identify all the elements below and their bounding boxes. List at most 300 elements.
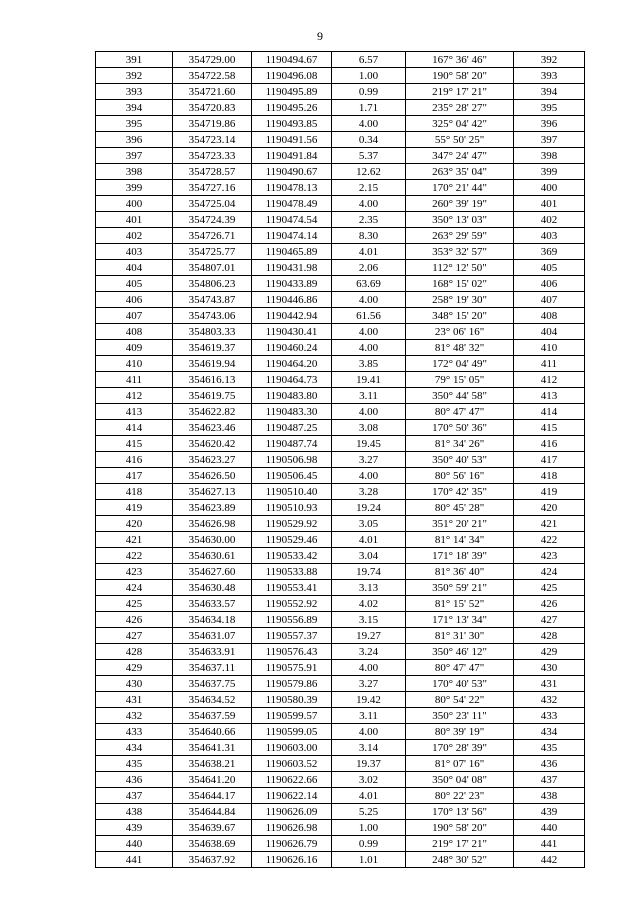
y-coordinate-cell: 1190495.26 [252, 100, 332, 116]
direction-angle-cell: 172° 04' 49" [406, 356, 514, 372]
distance-cell: 4.01 [332, 244, 406, 260]
table-row [96, 132, 585, 148]
next-point-number-cell: 402 [514, 212, 585, 228]
next-point-number-cell: 411 [514, 356, 585, 372]
direction-angle-cell: 190° 58' 20" [406, 68, 514, 84]
direction-angle-cell: 258° 19' 30" [406, 292, 514, 308]
table-row [96, 548, 585, 564]
next-point-number-cell: 405 [514, 260, 585, 276]
x-coordinate-cell: 354638.69 [173, 836, 252, 852]
point-number-cell: 393 [96, 84, 173, 100]
distance-cell: 1.01 [332, 852, 406, 868]
point-number-cell: 414 [96, 420, 173, 436]
table-row [96, 788, 585, 804]
next-point-number-cell: 369 [514, 244, 585, 260]
y-coordinate-cell: 1190464.73 [252, 372, 332, 388]
x-coordinate-cell: 354743.06 [173, 308, 252, 324]
x-coordinate-cell: 354634.18 [173, 612, 252, 628]
distance-cell: 61.56 [332, 308, 406, 324]
table-row [96, 52, 585, 68]
x-coordinate-cell: 354634.52 [173, 692, 252, 708]
direction-angle-cell: 80° 45' 28" [406, 500, 514, 516]
table-row [96, 820, 585, 836]
y-coordinate-cell: 1190460.24 [252, 340, 332, 356]
table-row [96, 516, 585, 532]
x-coordinate-cell: 354631.07 [173, 628, 252, 644]
point-number-cell: 406 [96, 292, 173, 308]
y-coordinate-cell: 1190496.08 [252, 68, 332, 84]
x-coordinate-cell: 354638.21 [173, 756, 252, 772]
direction-angle-cell: 168° 15' 02" [406, 276, 514, 292]
distance-cell: 8.30 [332, 228, 406, 244]
point-number-cell: 396 [96, 132, 173, 148]
distance-cell: 3.11 [332, 388, 406, 404]
y-coordinate-cell: 1190483.30 [252, 404, 332, 420]
x-coordinate-cell: 354637.75 [173, 676, 252, 692]
direction-angle-cell: 170° 21' 44" [406, 180, 514, 196]
point-number-cell: 428 [96, 644, 173, 660]
distance-cell: 19.27 [332, 628, 406, 644]
point-number-cell: 392 [96, 68, 173, 84]
next-point-number-cell: 422 [514, 532, 585, 548]
x-coordinate-cell: 354637.59 [173, 708, 252, 724]
next-point-number-cell: 427 [514, 612, 585, 628]
table-row [96, 756, 585, 772]
x-coordinate-cell: 354723.14 [173, 132, 252, 148]
y-coordinate-cell: 1190490.67 [252, 164, 332, 180]
point-number-cell: 416 [96, 452, 173, 468]
next-point-number-cell: 434 [514, 724, 585, 740]
point-number-cell: 426 [96, 612, 173, 628]
table-row [96, 228, 585, 244]
point-number-cell: 432 [96, 708, 173, 724]
y-coordinate-cell: 1190533.88 [252, 564, 332, 580]
table-row [96, 740, 585, 756]
point-number-cell: 424 [96, 580, 173, 596]
distance-cell: 19.42 [332, 692, 406, 708]
table-row [96, 420, 585, 436]
table-row [96, 244, 585, 260]
y-coordinate-cell: 1190478.49 [252, 196, 332, 212]
table-row [96, 404, 585, 420]
point-number-cell: 407 [96, 308, 173, 324]
distance-cell: 3.15 [332, 612, 406, 628]
point-number-cell: 420 [96, 516, 173, 532]
next-point-number-cell: 442 [514, 852, 585, 868]
y-coordinate-cell: 1190483.80 [252, 388, 332, 404]
x-coordinate-cell: 354721.60 [173, 84, 252, 100]
next-point-number-cell: 404 [514, 324, 585, 340]
point-number-cell: 409 [96, 340, 173, 356]
x-coordinate-cell: 354619.75 [173, 388, 252, 404]
table-row [96, 356, 585, 372]
next-point-number-cell: 396 [514, 116, 585, 132]
table-row [96, 564, 585, 580]
table-row [96, 804, 585, 820]
table-row [96, 84, 585, 100]
distance-cell: 5.25 [332, 804, 406, 820]
next-point-number-cell: 441 [514, 836, 585, 852]
direction-angle-cell: 325° 04' 42" [406, 116, 514, 132]
y-coordinate-cell: 1190465.89 [252, 244, 332, 260]
point-number-cell: 391 [96, 52, 173, 68]
point-number-cell: 405 [96, 276, 173, 292]
point-number-cell: 404 [96, 260, 173, 276]
table-row [96, 260, 585, 276]
y-coordinate-cell: 1190431.98 [252, 260, 332, 276]
y-coordinate-cell: 1190506.45 [252, 468, 332, 484]
table-row [96, 324, 585, 340]
point-number-cell: 437 [96, 788, 173, 804]
distance-cell: 3.05 [332, 516, 406, 532]
direction-angle-cell: 81° 15' 52" [406, 596, 514, 612]
direction-angle-cell: 81° 36' 40" [406, 564, 514, 580]
x-coordinate-cell: 354807.01 [173, 260, 252, 276]
next-point-number-cell: 401 [514, 196, 585, 212]
direction-angle-cell: 23° 06' 16" [406, 324, 514, 340]
direction-angle-cell: 260° 39' 19" [406, 196, 514, 212]
x-coordinate-cell: 354633.57 [173, 596, 252, 612]
y-coordinate-cell: 1190506.98 [252, 452, 332, 468]
table-row [96, 484, 585, 500]
direction-angle-cell: 350° 46' 12" [406, 644, 514, 660]
x-coordinate-cell: 354644.17 [173, 788, 252, 804]
direction-angle-cell: 55° 50' 25" [406, 132, 514, 148]
next-point-number-cell: 419 [514, 484, 585, 500]
x-coordinate-cell: 354623.27 [173, 452, 252, 468]
next-point-number-cell: 406 [514, 276, 585, 292]
x-coordinate-cell: 354743.87 [173, 292, 252, 308]
y-coordinate-cell: 1190557.37 [252, 628, 332, 644]
x-coordinate-cell: 354722.58 [173, 68, 252, 84]
table-row [96, 708, 585, 724]
x-coordinate-cell: 354616.13 [173, 372, 252, 388]
direction-angle-cell: 80° 22' 23" [406, 788, 514, 804]
direction-angle-cell: 81° 07' 16" [406, 756, 514, 772]
x-coordinate-cell: 354641.31 [173, 740, 252, 756]
x-coordinate-cell: 354627.60 [173, 564, 252, 580]
y-coordinate-cell: 1190553.41 [252, 580, 332, 596]
next-point-number-cell: 413 [514, 388, 585, 404]
y-coordinate-cell: 1190491.56 [252, 132, 332, 148]
next-point-number-cell: 393 [514, 68, 585, 84]
table-row [96, 452, 585, 468]
point-number-cell: 438 [96, 804, 173, 820]
x-coordinate-cell: 354626.98 [173, 516, 252, 532]
distance-cell: 4.00 [332, 324, 406, 340]
direction-angle-cell: 348° 15' 20" [406, 308, 514, 324]
next-point-number-cell: 418 [514, 468, 585, 484]
x-coordinate-cell: 354720.83 [173, 100, 252, 116]
point-number-cell: 408 [96, 324, 173, 340]
y-coordinate-cell: 1190474.14 [252, 228, 332, 244]
point-number-cell: 394 [96, 100, 173, 116]
next-point-number-cell: 440 [514, 820, 585, 836]
distance-cell: 3.14 [332, 740, 406, 756]
direction-angle-cell: 80° 39' 19" [406, 724, 514, 740]
point-number-cell: 429 [96, 660, 173, 676]
y-coordinate-cell: 1190556.89 [252, 612, 332, 628]
direction-angle-cell: 347° 24' 47" [406, 148, 514, 164]
point-number-cell: 436 [96, 772, 173, 788]
point-number-cell: 418 [96, 484, 173, 500]
x-coordinate-cell: 354641.20 [173, 772, 252, 788]
distance-cell: 3.13 [332, 580, 406, 596]
distance-cell: 3.02 [332, 772, 406, 788]
next-point-number-cell: 416 [514, 436, 585, 452]
table-row [96, 292, 585, 308]
table-row [96, 388, 585, 404]
x-coordinate-cell: 354620.42 [173, 436, 252, 452]
x-coordinate-cell: 354619.94 [173, 356, 252, 372]
point-number-cell: 413 [96, 404, 173, 420]
next-point-number-cell: 437 [514, 772, 585, 788]
next-point-number-cell: 423 [514, 548, 585, 564]
y-coordinate-cell: 1190493.85 [252, 116, 332, 132]
y-coordinate-cell: 1190533.42 [252, 548, 332, 564]
direction-angle-cell: 81° 34' 26" [406, 436, 514, 452]
direction-angle-cell: 350° 23' 11" [406, 708, 514, 724]
x-coordinate-cell: 354724.39 [173, 212, 252, 228]
x-coordinate-cell: 354803.33 [173, 324, 252, 340]
x-coordinate-cell: 354719.86 [173, 116, 252, 132]
distance-cell: 4.00 [332, 196, 406, 212]
y-coordinate-cell: 1190478.13 [252, 180, 332, 196]
point-number-cell: 403 [96, 244, 173, 260]
direction-angle-cell: 112° 12' 50" [406, 260, 514, 276]
x-coordinate-cell: 354627.13 [173, 484, 252, 500]
x-coordinate-cell: 354630.48 [173, 580, 252, 596]
y-coordinate-cell: 1190446.86 [252, 292, 332, 308]
table-row [96, 596, 585, 612]
distance-cell: 0.99 [332, 84, 406, 100]
point-number-cell: 421 [96, 532, 173, 548]
direction-angle-cell: 170° 42' 35" [406, 484, 514, 500]
x-coordinate-cell: 354622.82 [173, 404, 252, 420]
direction-angle-cell: 167° 36' 46" [406, 52, 514, 68]
point-number-cell: 395 [96, 116, 173, 132]
point-number-cell: 434 [96, 740, 173, 756]
table-row [96, 612, 585, 628]
direction-angle-cell: 219° 17' 21" [406, 836, 514, 852]
point-number-cell: 398 [96, 164, 173, 180]
next-point-number-cell: 430 [514, 660, 585, 676]
distance-cell: 4.00 [332, 340, 406, 356]
direction-angle-cell: 170° 40' 53" [406, 676, 514, 692]
distance-cell: 3.28 [332, 484, 406, 500]
y-coordinate-cell: 1190474.54 [252, 212, 332, 228]
table-row [96, 692, 585, 708]
direction-angle-cell: 81° 14' 34" [406, 532, 514, 548]
point-number-cell: 425 [96, 596, 173, 612]
point-number-cell: 439 [96, 820, 173, 836]
table-row [96, 308, 585, 324]
point-number-cell: 401 [96, 212, 173, 228]
distance-cell: 19.74 [332, 564, 406, 580]
x-coordinate-cell: 354623.46 [173, 420, 252, 436]
direction-angle-cell: 351° 20' 21" [406, 516, 514, 532]
y-coordinate-cell: 1190442.94 [252, 308, 332, 324]
distance-cell: 19.24 [332, 500, 406, 516]
y-coordinate-cell: 1190599.05 [252, 724, 332, 740]
table-row [96, 116, 585, 132]
point-number-cell: 427 [96, 628, 173, 644]
distance-cell: 63.69 [332, 276, 406, 292]
point-number-cell: 430 [96, 676, 173, 692]
next-point-number-cell: 395 [514, 100, 585, 116]
next-point-number-cell: 424 [514, 564, 585, 580]
y-coordinate-cell: 1190599.57 [252, 708, 332, 724]
table-row [96, 340, 585, 356]
y-coordinate-cell: 1190626.16 [252, 852, 332, 868]
distance-cell: 19.45 [332, 436, 406, 452]
table-row [96, 500, 585, 516]
direction-angle-cell: 350° 04' 08" [406, 772, 514, 788]
next-point-number-cell: 410 [514, 340, 585, 356]
y-coordinate-cell: 1190626.98 [252, 820, 332, 836]
next-point-number-cell: 420 [514, 500, 585, 516]
next-point-number-cell: 392 [514, 52, 585, 68]
table-row [96, 180, 585, 196]
next-point-number-cell: 421 [514, 516, 585, 532]
point-number-cell: 422 [96, 548, 173, 564]
next-point-number-cell: 415 [514, 420, 585, 436]
distance-cell: 0.34 [332, 132, 406, 148]
table-row [96, 196, 585, 212]
next-point-number-cell: 408 [514, 308, 585, 324]
direction-angle-cell: 263° 35' 04" [406, 164, 514, 180]
table-row [96, 212, 585, 228]
y-coordinate-cell: 1190464.20 [252, 356, 332, 372]
point-number-cell: 417 [96, 468, 173, 484]
x-coordinate-cell: 354723.33 [173, 148, 252, 164]
y-coordinate-cell: 1190626.09 [252, 804, 332, 820]
y-coordinate-cell: 1190510.40 [252, 484, 332, 500]
direction-angle-cell: 350° 59' 21" [406, 580, 514, 596]
distance-cell: 19.41 [332, 372, 406, 388]
distance-cell: 4.00 [332, 660, 406, 676]
distance-cell: 3.27 [332, 452, 406, 468]
direction-angle-cell: 350° 44' 58" [406, 388, 514, 404]
distance-cell: 3.08 [332, 420, 406, 436]
distance-cell: 2.06 [332, 260, 406, 276]
direction-angle-cell: 248° 30' 52" [406, 852, 514, 868]
point-number-cell: 435 [96, 756, 173, 772]
y-coordinate-cell: 1190430.41 [252, 324, 332, 340]
x-coordinate-cell: 354729.00 [173, 52, 252, 68]
table-row [96, 772, 585, 788]
table-row [96, 852, 585, 868]
distance-cell: 4.01 [332, 532, 406, 548]
point-number-cell: 402 [96, 228, 173, 244]
x-coordinate-cell: 354725.04 [173, 196, 252, 212]
y-coordinate-cell: 1190495.89 [252, 84, 332, 100]
point-number-cell: 419 [96, 500, 173, 516]
x-coordinate-cell: 354619.37 [173, 340, 252, 356]
y-coordinate-cell: 1190487.25 [252, 420, 332, 436]
next-point-number-cell: 394 [514, 84, 585, 100]
x-coordinate-cell: 354640.66 [173, 724, 252, 740]
point-number-cell: 400 [96, 196, 173, 212]
y-coordinate-cell: 1190626.79 [252, 836, 332, 852]
distance-cell: 12.62 [332, 164, 406, 180]
direction-angle-cell: 80° 47' 47" [406, 660, 514, 676]
direction-angle-cell: 353° 32' 57" [406, 244, 514, 260]
point-number-cell: 433 [96, 724, 173, 740]
y-coordinate-cell: 1190491.84 [252, 148, 332, 164]
x-coordinate-cell: 354626.50 [173, 468, 252, 484]
point-number-cell: 415 [96, 436, 173, 452]
distance-cell: 0.99 [332, 836, 406, 852]
y-coordinate-cell: 1190576.43 [252, 644, 332, 660]
y-coordinate-cell: 1190622.14 [252, 788, 332, 804]
point-number-cell: 399 [96, 180, 173, 196]
distance-cell: 3.04 [332, 548, 406, 564]
table-row [96, 676, 585, 692]
table-row [96, 836, 585, 852]
point-number-cell: 410 [96, 356, 173, 372]
direction-angle-cell: 219° 17' 21" [406, 84, 514, 100]
distance-cell: 3.24 [332, 644, 406, 660]
next-point-number-cell: 407 [514, 292, 585, 308]
next-point-number-cell: 403 [514, 228, 585, 244]
x-coordinate-cell: 354806.23 [173, 276, 252, 292]
table-row [96, 164, 585, 180]
distance-cell: 6.57 [332, 52, 406, 68]
y-coordinate-cell: 1190575.91 [252, 660, 332, 676]
point-number-cell: 412 [96, 388, 173, 404]
distance-cell: 5.37 [332, 148, 406, 164]
y-coordinate-cell: 1190579.86 [252, 676, 332, 692]
direction-angle-cell: 235° 28' 27" [406, 100, 514, 116]
distance-cell: 4.00 [332, 292, 406, 308]
next-point-number-cell: 397 [514, 132, 585, 148]
next-point-number-cell: 432 [514, 692, 585, 708]
point-number-cell: 440 [96, 836, 173, 852]
distance-cell: 4.02 [332, 596, 406, 612]
distance-cell: 4.01 [332, 788, 406, 804]
table-row [96, 100, 585, 116]
distance-cell: 4.00 [332, 724, 406, 740]
distance-cell: 19.37 [332, 756, 406, 772]
direction-angle-cell: 350° 13' 03" [406, 212, 514, 228]
direction-angle-cell: 170° 50' 36" [406, 420, 514, 436]
next-point-number-cell: 426 [514, 596, 585, 612]
direction-angle-cell: 80° 54' 22" [406, 692, 514, 708]
table-row [96, 628, 585, 644]
distance-cell: 4.00 [332, 116, 406, 132]
next-point-number-cell: 436 [514, 756, 585, 772]
distance-cell: 1.00 [332, 820, 406, 836]
distance-cell: 2.35 [332, 212, 406, 228]
direction-angle-cell: 80° 47' 47" [406, 404, 514, 420]
table-row [96, 660, 585, 676]
table-row [96, 580, 585, 596]
x-coordinate-cell: 354728.57 [173, 164, 252, 180]
x-coordinate-cell: 354726.71 [173, 228, 252, 244]
x-coordinate-cell: 354630.61 [173, 548, 252, 564]
next-point-number-cell: 429 [514, 644, 585, 660]
table-row [96, 68, 585, 84]
direction-angle-cell: 79° 15' 05" [406, 372, 514, 388]
table-row [96, 148, 585, 164]
coordinates-table [95, 51, 585, 868]
point-number-cell: 397 [96, 148, 173, 164]
y-coordinate-cell: 1190494.67 [252, 52, 332, 68]
direction-angle-cell: 170° 13' 56" [406, 804, 514, 820]
distance-cell: 3.11 [332, 708, 406, 724]
y-coordinate-cell: 1190580.39 [252, 692, 332, 708]
